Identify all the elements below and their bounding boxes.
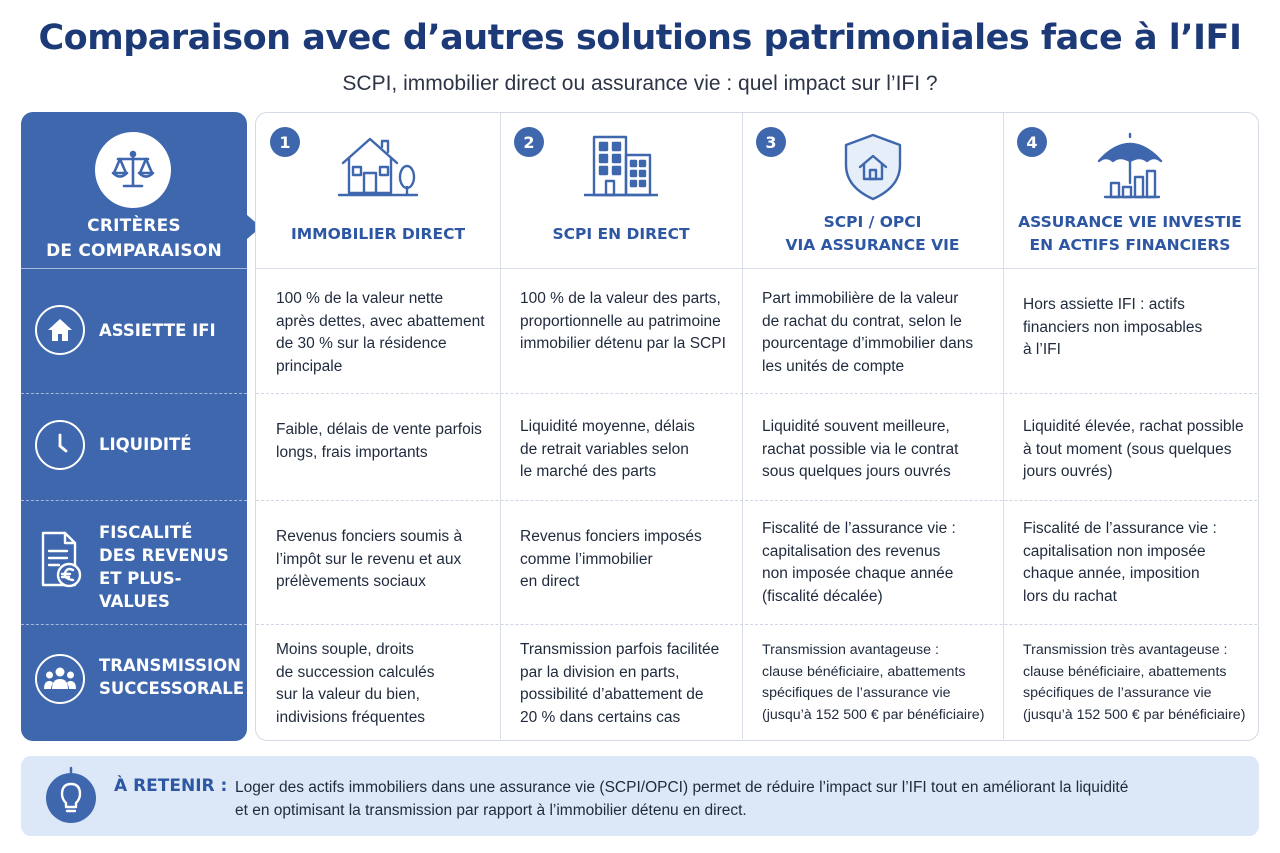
- cell-transmission-scpi-opci-av: Transmission avantageuse : clause bénéficiaire, abattements spécifiques de l’assurance vie (jusqu’à 152 500 € par bénéficiaire): [762, 642, 985, 723]
- cell-assiette-scpi-opci-av: Part immobilière de la valeur de rachat du contrat, selon le pourcentage d’immobilier dans les unités de compte: [762, 290, 974, 375]
- column-title: EN ACTIFS FINANCIERS: [1029, 236, 1231, 254]
- column-number: 2: [514, 127, 544, 157]
- page-subtitle: SCPI, immobilier direct ou assurance vie : quel impact sur l’IFI ?: [342, 72, 938, 95]
- criteria-label: SUCCESSORALE: [99, 679, 245, 698]
- cell-assiette-immobilier-direct: 100 % de la valeur nette après dettes, avec abattement de 30 % sur la résidence principale: [276, 290, 485, 375]
- cell-assiette-scpi-direct: 100 % de la valeur des parts, proportionnelle au patrimoine immobilier détenu par la SCPI: [520, 290, 726, 352]
- column-header-scpi-direct: [500, 113, 742, 269]
- cell-liquidite-immobilier-direct: Faible, délais de vente parfois longs, frais importants: [276, 421, 482, 461]
- family-icon: [35, 654, 85, 704]
- cell-fiscalite-scpi-opci-av: Fiscalité de l’assurance vie : capitalisation des revenus non imposée chaque année (fiscalité décalée): [762, 520, 956, 605]
- column-header-immobilier-direct: [256, 113, 500, 269]
- clock-icon: [35, 420, 85, 470]
- key-takeaway-text: Loger des actifs immobiliers dans une assurance vie (SCPI/OPCI) permet de réduire l’impact sur l’IFI tout en améliorant la liquidité et en optimisant la transmission par rapport à l’immobilier détenu en direct.: [235, 779, 1129, 819]
- column-title: IMMOBILIER DIRECT: [290, 225, 466, 243]
- criteria-label: FISCALITÉ: [99, 523, 193, 542]
- house-icon: [35, 305, 85, 355]
- criteria-header: [21, 112, 247, 268]
- criteria-row-assiette: [21, 268, 247, 393]
- criteria-heading-line2: DE COMPARAISON: [46, 241, 222, 261]
- criteria-label: ET PLUS-VALUES: [99, 569, 182, 611]
- criteria-label: TRANSMISSION: [99, 656, 241, 675]
- column-title: SCPI EN DIRECT: [552, 225, 690, 243]
- cell-liquidite-scpi-opci-av: Liquidité souvent meilleure, rachat possible via le contrat sous quelques jours ouvrés: [762, 418, 959, 480]
- lightbulb-icon: [45, 766, 97, 826]
- buildings-icon: [500, 131, 742, 199]
- row-divider: [256, 500, 1257, 501]
- column-number: 4: [1017, 127, 1047, 157]
- criteria-label: DES REVENUS: [99, 546, 229, 565]
- criteria-row-liquidite: [21, 393, 247, 500]
- cell-transmission-av-actifs-financiers: Transmission très avantageuse : clause bénéficiaire, abattements spécifiques de l’assurance vie (jusqu’à 152 500 € par bénéficiaire): [1023, 642, 1246, 723]
- criteria-label: ASSIETTE IFI: [99, 321, 216, 340]
- column-title: ASSURANCE VIE INVESTIE: [1018, 213, 1242, 231]
- criteria-row-fiscalite: [21, 500, 247, 624]
- column-header-scpi-opci-assurance-vie: [742, 113, 1003, 269]
- row-divider: [256, 393, 1257, 394]
- criteria-row-transmission: [21, 624, 247, 741]
- cell-transmission-immobilier-direct: Moins souple, droits de succession calculés sur la valeur du bien, indivisions fréquentes: [276, 641, 435, 726]
- row-divider: [256, 624, 1257, 625]
- cell-liquidite-scpi-direct: Liquidité moyenne, délais de retrait variables selon le marché des parts: [520, 418, 695, 480]
- criteria-label: LIQUIDITÉ: [99, 435, 192, 454]
- cell-fiscalite-immobilier-direct: Revenus fonciers soumis à l’impôt sur le revenu et aux prélèvements sociaux: [276, 528, 463, 590]
- umbrella-chart-icon: [1003, 131, 1257, 201]
- scales-icon: [95, 132, 171, 208]
- cell-liquidite-av-actifs-financiers: Liquidité élevée, rachat possible à tout moment (sous quelques jours ouvrés): [1023, 418, 1244, 480]
- euro-document-icon: [37, 528, 85, 592]
- shield-house-icon: [742, 131, 1003, 203]
- key-takeaway-banner: [21, 756, 1259, 836]
- column-number: 3: [756, 127, 786, 157]
- key-takeaway-label: À RETENIR :: [114, 776, 228, 796]
- cell-fiscalite-scpi-direct: Revenus fonciers imposés comme l’immobilier en direct: [520, 528, 702, 590]
- column-header-assurance-vie-actifs-financiers: [1003, 113, 1257, 269]
- criteria-column: [21, 112, 247, 741]
- criteria-heading-line1: CRITÈRES: [87, 216, 181, 236]
- column-title: SCPI / OPCI: [823, 213, 922, 231]
- page-title: Comparaison avec d’autres solutions patrimoniales face à l’IFI: [38, 18, 1242, 58]
- column-number: 1: [270, 127, 300, 157]
- column-title: VIA ASSURANCE VIE: [785, 236, 960, 254]
- house-tree-icon: [256, 131, 500, 199]
- cell-fiscalite-av-actifs-financiers: Fiscalité de l’assurance vie : capitalisation non imposée chaque année, imposition lors du rachat: [1023, 520, 1217, 605]
- cell-assiette-av-actifs-financiers: Hors assiette IFI : actifs financiers non imposables à l’IFI: [1023, 296, 1203, 358]
- comparison-grid: [255, 112, 1259, 741]
- cell-transmission-scpi-direct: Transmission parfois facilitée par la division en parts, possibilité d’abattement de 20 % dans certains cas: [520, 641, 720, 726]
